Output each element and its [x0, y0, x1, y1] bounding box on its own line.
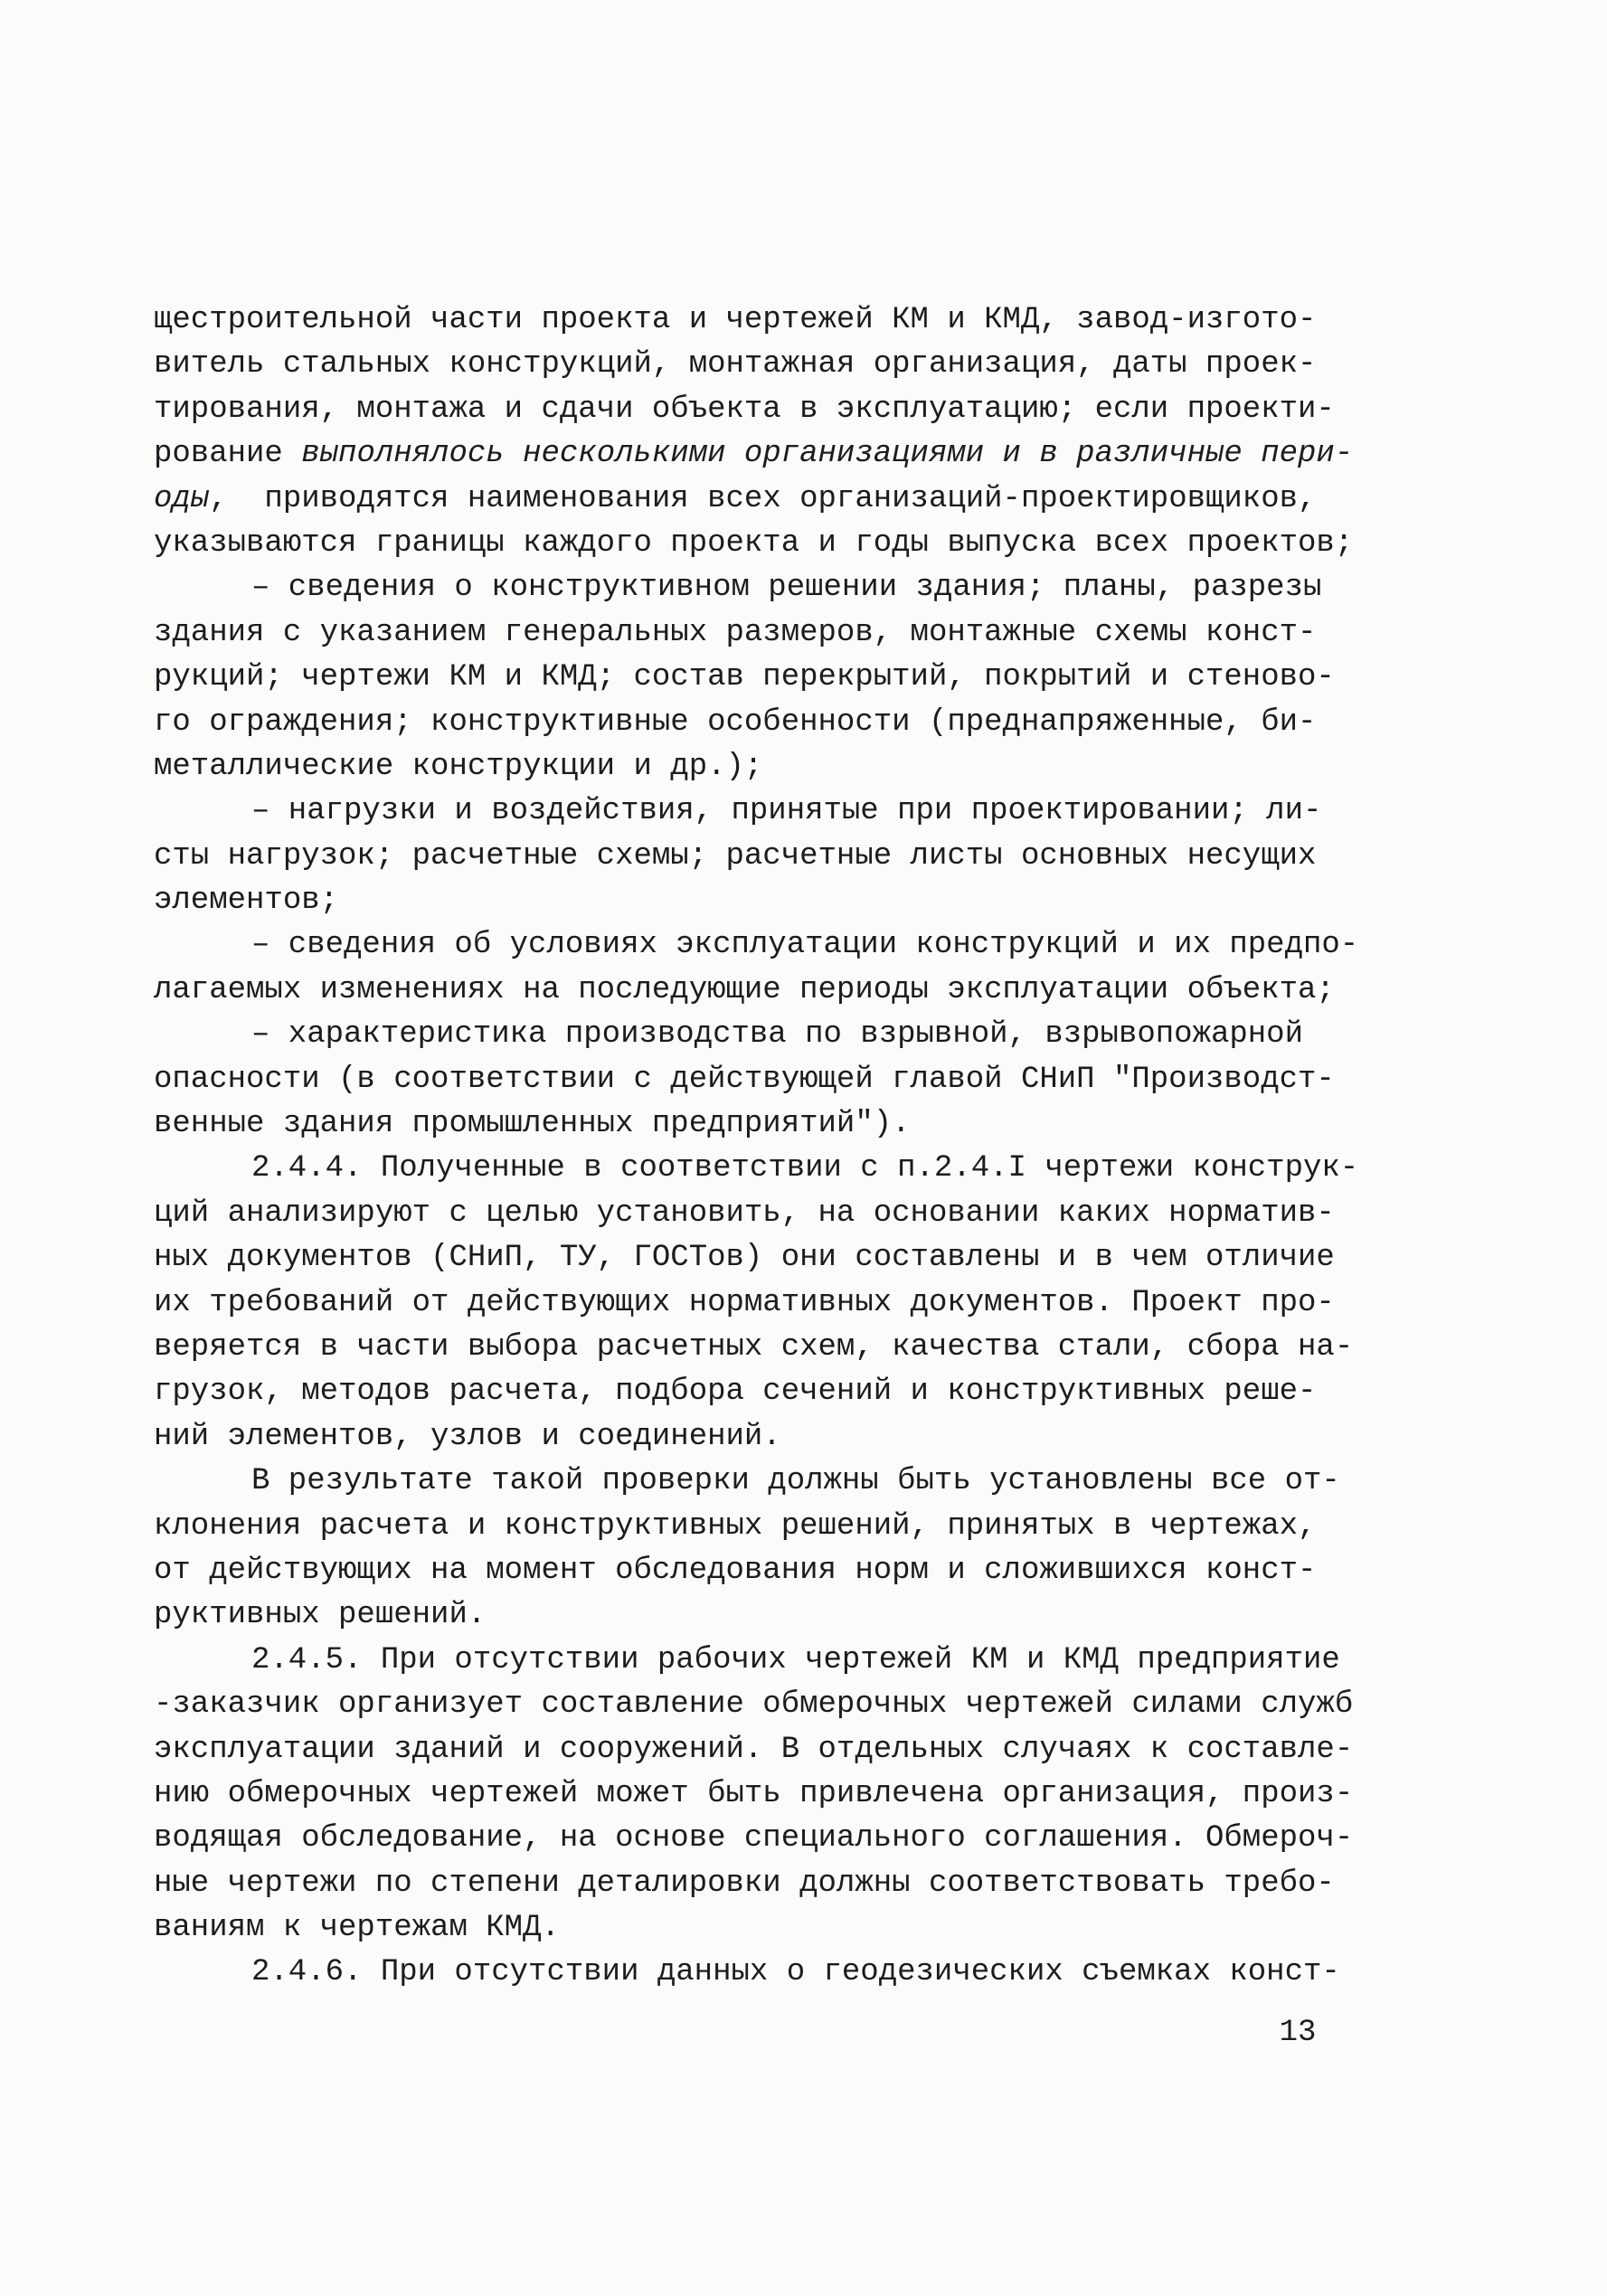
text-line: – сведения об условиях эксплуатации конструкций и их предпо- — [251, 928, 1359, 963]
text-line: ций анализируют с целью установить, на основании каких норматив- — [154, 1195, 1335, 1231]
text-line — [154, 477, 1402, 522]
text-line: витель стальных конструкций, монтажная организация, даты проек- — [154, 347, 1317, 383]
page-number: 13 — [1279, 2016, 1317, 2050]
text-run: , приводятся наименования всех организаций-проектировщиков, — [209, 481, 1317, 516]
text-line: щестроительной части проекта и чертежей КМ и КМД, завод-изгото- — [154, 303, 1317, 337]
text-line: руктивных решений. — [154, 1598, 487, 1633]
text-line: ваниям к чертежам КМД. — [154, 1911, 560, 1946]
text-line: 2.4.5. При отсутствии рабочих чертежей КМ и КМД предприятие — [251, 1642, 1340, 1677]
text-line: металлические конструкции и др.); — [154, 749, 763, 784]
text-line: – нагрузки и воздействия, принятые при проектировании; ли- — [251, 794, 1322, 829]
text-line: ний элементов, узлов и соединений. — [154, 1419, 781, 1454]
text-line: указываются границы каждого проекта и годы выпуска всех проектов; — [154, 525, 1354, 561]
text-line: их требований от действующих нормативных документов. Проект про- — [154, 1285, 1335, 1320]
text-line: ных документов (СНиП, ТУ, ГОСТов) они составлены и в чем отличие — [154, 1241, 1335, 1276]
text-line: венные здания промышленных предприятий"). — [154, 1107, 911, 1142]
text-line: эксплуатации зданий и сооружений. В отдельных случаях к составле- — [154, 1732, 1354, 1767]
text-line: элементов; — [154, 883, 339, 919]
text-line: рукций; чертежи КМ и КМД; состав перекрытий, покрытий и стеново- — [154, 660, 1335, 695]
body-text — [154, 298, 1402, 1996]
text-line: водящая обследование, на основе специального соглашения. Обмероч- — [154, 1821, 1354, 1857]
text-line: здания с указанием генеральных размеров, монтажные схемы конст- — [154, 615, 1317, 650]
text-line: – характеристика производства по взрывной, взрывопожарной — [251, 1017, 1303, 1053]
text-line: от действующих на момент обследования норм и сложившихся конст- — [154, 1553, 1317, 1588]
text-line: сты нагрузок; расчетные схемы; расчетные листы основных несущих — [154, 838, 1317, 874]
text-line: 2.4.4. Полученные в соответствии с п.2.4.I чертежи конструк- — [251, 1151, 1359, 1186]
text-line: -заказчик организует составление обмерочных чертежей силами служб — [154, 1687, 1354, 1723]
text-line: клонения расчета и конструктивных решений, принятых в чертежах, — [154, 1508, 1317, 1544]
text-line: ные чертежи по степени деталировки должны соответствовать требо- — [154, 1866, 1335, 1901]
text-line — [154, 432, 1402, 477]
text-line: – сведения о конструктивном решении здания; планы, разрезы — [251, 571, 1322, 606]
italic-text-run: выполнялось несколькими организациями и в различные пери- — [301, 437, 1354, 472]
text-line: грузок, методов расчета, подбора сечений и конструктивных реше- — [154, 1375, 1317, 1410]
text-run: рование — [154, 437, 302, 472]
text-line: го ограждения; конструктивные особенности (преднапряженные, би- — [154, 704, 1317, 740]
text-line: лагаемых изменениях на последующие периоды эксплуатации объекта; — [154, 972, 1335, 1007]
text-line: опасности (в соответствии с действующей главой СНиП "Производст- — [154, 1062, 1335, 1097]
text-line: 2.4.6. При отсутствии данных о геодезических съемках конст- — [251, 1955, 1340, 1990]
italic-text-run: оды — [154, 481, 210, 516]
text-line: нию обмерочных чертежей может быть привлечена организация, произ- — [154, 1776, 1354, 1811]
text-line: веряется в части выбора расчетных схем, качества стали, сбора на- — [154, 1329, 1354, 1365]
text-line: В результате такой проверки должны быть установлены все от- — [251, 1464, 1340, 1499]
text-line: тирования, монтажа и сдачи объекта в эксплуатацию; если проекти- — [154, 392, 1335, 427]
